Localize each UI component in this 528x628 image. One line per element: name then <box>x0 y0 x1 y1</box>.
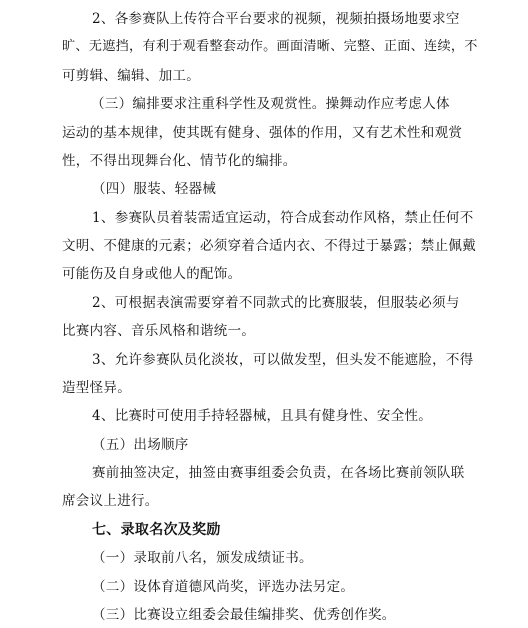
subsection-heading: （四）服装、轻器械 <box>92 181 217 197</box>
paragraph-line: 文明、不健康的元素；必须穿着合适内衣、不得过于暴露；禁止佩戴 <box>62 238 476 254</box>
paragraph-line: 4、比赛时可使用手持轻器械，且具有健身性、安全性。 <box>92 408 433 424</box>
list-item: （二）设体育道德风尚奖，评选办法另定。 <box>92 579 355 595</box>
paragraph-line: 性，不得出现舞台化、情节化的编排。 <box>62 153 297 169</box>
paragraph-line: 造型怪异。 <box>62 380 131 396</box>
paragraph-line: 可能伤及自身或他人的配饰。 <box>62 266 242 282</box>
paragraph-line: 旷、无遮挡，有利于观看整套动作。画面清晰、完整、正面、连续，不 <box>62 39 478 54</box>
paragraph-line: 可剪辑、编辑、加工。 <box>62 68 200 84</box>
paragraph-line: 2、可根据表演需要穿着不同款式的比赛服装，但服装必须与 <box>92 295 460 311</box>
paragraph-line: 比赛内容、音乐风格和谐统一。 <box>62 323 256 339</box>
paragraph-line: 席会议上进行。 <box>62 493 159 509</box>
paragraph-line: （三）编排要求注重科学性及观赏性。操舞动作应考虑人体 <box>91 96 450 112</box>
paragraph-line: 1、参赛队员着装需适宜运动，符合成套动作风格，禁止任何不 <box>92 210 474 226</box>
list-item: （三）比赛设立组委会最佳编排奖、优秀创作奖。 <box>92 607 396 623</box>
paragraph-line: 运动的基本规律，使其既有健身、强体的作用，又有艺术性和观赏 <box>62 125 463 141</box>
paragraph-line: 2、各参赛队上传符合平台要求的视频，视频拍摄场地要求空 <box>92 11 460 27</box>
list-item: （一）录取前八名，颁发成绩证书。 <box>92 550 313 566</box>
section-heading: 七、录取名次及奖励 <box>92 522 221 538</box>
paragraph-line: 赛前抽签决定，抽签由赛事组委会负责，在各场比赛前领队联 <box>92 465 465 481</box>
paragraph-line: 3、允许参赛队员化淡妆，可以做发型，但头发不能遮脸，不得 <box>92 352 474 368</box>
subsection-heading: （五）出场顺序 <box>92 437 189 453</box>
